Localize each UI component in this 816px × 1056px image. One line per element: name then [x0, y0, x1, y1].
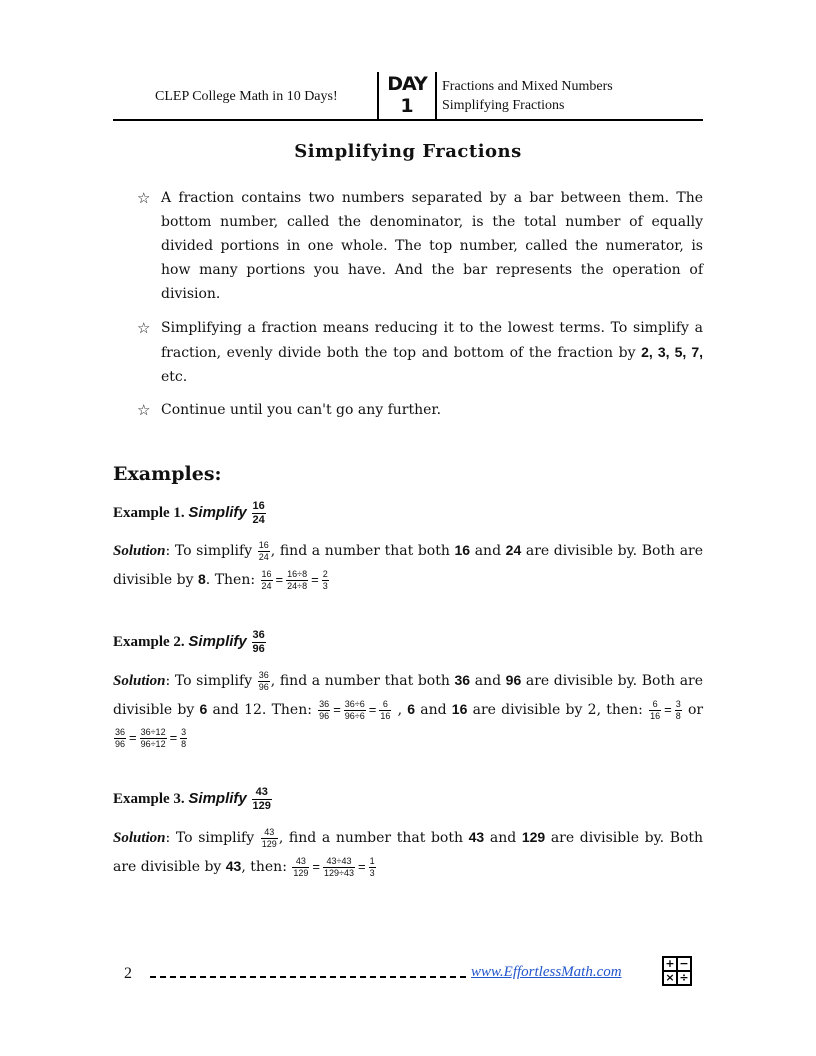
number: 129 — [521, 829, 546, 845]
fraction — [261, 827, 278, 850]
number: 36 — [454, 672, 471, 688]
denominator: 16 — [380, 710, 391, 721]
star-icon: ☆ — [137, 189, 151, 207]
denominator: 8 — [181, 738, 187, 749]
solution-label: Solution — [113, 543, 166, 559]
example-label: Example 3. — [113, 790, 185, 807]
example-label: Example 2. — [113, 633, 185, 650]
bullet-text: A fraction contains two numbers separated by a bar between them. The bottom number, called the denominator, is the total number of equally divided portions in one whole. The top number, called the numerator, is how many portions you have. And the bar represents the operation of division. — [161, 190, 703, 302]
number: 2 — [587, 702, 597, 718]
fraction — [258, 670, 270, 693]
day-label: DAY — [387, 73, 427, 95]
text: and — [212, 702, 239, 718]
denominator: 96 — [319, 710, 330, 721]
denominator: 16 — [650, 710, 661, 721]
example-2-heading — [113, 629, 267, 656]
numerator: 43 — [292, 856, 309, 868]
text: or — [687, 702, 704, 718]
text: To simplify — [175, 830, 255, 846]
text: are divisible by — [113, 543, 704, 588]
day-number: 1 — [400, 95, 414, 117]
example-1-solution: Solution: To simplify $\frac{16}{24}$ , find a number that both 16 and 24 are divisible by. Both are divisible by 8. Then: $\frac{16}{24}$ = $\frac{16\div 8}{24\div 8}$ = $\frac{2}{3}$ — [113, 539, 704, 591]
star-icon: ☆ — [137, 401, 151, 419]
fraction — [252, 786, 272, 813]
fraction — [318, 699, 330, 722]
text: To simplify — [174, 673, 253, 689]
text: find a number that both — [288, 830, 463, 846]
fraction — [252, 500, 266, 527]
text: and — [474, 543, 502, 559]
fraction — [379, 699, 391, 722]
numerator: 6 — [649, 699, 661, 711]
divisor-list: 2, 3, 5, 7, — [641, 344, 704, 360]
numerator: 3 — [675, 698, 681, 709]
text: are divisible by — [113, 859, 222, 875]
text: Both — [641, 673, 676, 689]
text: are divisible by. — [525, 673, 638, 689]
number: 24 — [505, 542, 522, 558]
page-number: 2 — [124, 965, 132, 982]
denominator: 129÷43 — [324, 867, 354, 878]
example-3-solution: Solution: To simplify $\frac{43}{129}$ , find a number that both 43 and 129 are divisible by. Both are divisible by 43, then: $\frac{43}{129}$ = $\frac{43\div 43}{129\div 43}$ = $\frac{1}{3}$ — [113, 826, 704, 878]
numerator: 43÷43 — [323, 856, 355, 868]
denominator: 24 — [258, 551, 269, 562]
number: 16 — [451, 701, 468, 717]
example-1-heading — [113, 500, 267, 527]
fraction — [261, 569, 273, 592]
denominator: 24 — [252, 514, 265, 526]
bullet-text: Simplifying a fraction means reducing it to the lowest terms. To simplify a fraction, evenly divide both the top and bottom of the fraction by — [161, 320, 703, 361]
header-topics — [442, 77, 613, 115]
examples-heading: Examples: — [113, 463, 222, 485]
text: then: — [606, 702, 643, 718]
header-rule — [113, 119, 703, 121]
fraction — [114, 727, 126, 750]
numerator: 36 — [115, 726, 126, 737]
simplify-word: Simplify — [188, 789, 247, 807]
numerator: 16 — [258, 539, 269, 550]
denominator: 96 — [115, 738, 126, 749]
fraction — [258, 540, 270, 563]
minus-icon: − — [679, 957, 689, 970]
numerator: 16 — [252, 500, 265, 512]
bullet-text: Continue until you can't go any further. — [161, 402, 442, 418]
divide-icon: ÷ — [679, 971, 689, 984]
text: To simplify — [174, 543, 253, 559]
number: 96 — [505, 672, 522, 688]
bullet-fraction-definition — [137, 186, 703, 306]
numerator: 3 — [181, 726, 187, 737]
text: and — [474, 673, 502, 689]
number: 12 — [244, 702, 262, 718]
example-label: Example 1. — [113, 504, 185, 521]
number: 43 — [225, 858, 242, 874]
star-icon: ☆ — [137, 319, 151, 337]
book-title: CLEP College Math in 10 Days! — [155, 89, 338, 104]
text: are divisible by — [472, 702, 583, 718]
numerator: 36÷6 — [344, 698, 365, 709]
fraction — [286, 569, 308, 592]
bullet-tail: etc. — [161, 369, 188, 385]
fraction — [180, 727, 187, 750]
numerator: 6 — [379, 699, 391, 711]
numerator: 36 — [258, 669, 269, 680]
text: find a number that both — [279, 673, 450, 689]
website-link[interactable]: www.EffortlessMath.com — [471, 964, 622, 980]
text: Then: — [214, 572, 256, 588]
denominator: 96 — [252, 643, 265, 655]
numerator: 43 — [261, 827, 278, 839]
text: then: — [250, 859, 287, 875]
denominator: 3 — [369, 867, 375, 878]
fraction — [292, 856, 309, 879]
numerator: 16 — [261, 568, 272, 579]
footer-dotted-rule — [150, 976, 466, 978]
text: are divisible by. — [550, 830, 665, 846]
times-icon: × — [665, 971, 675, 984]
example-3-heading — [113, 786, 273, 813]
number: 16 — [454, 542, 471, 558]
denominator: 3 — [322, 580, 328, 591]
denominator: 8 — [675, 710, 681, 721]
fraction — [140, 727, 167, 750]
denominator: 24 — [261, 580, 272, 591]
fraction — [675, 699, 682, 722]
number: 6 — [199, 701, 208, 717]
calculator-logo-icon — [662, 956, 692, 986]
plus-icon: + — [665, 957, 675, 970]
page-title: Simplifying Fractions — [294, 141, 522, 162]
numerator: 36 — [252, 629, 265, 641]
text: Then: — [271, 702, 312, 718]
bullet-simplifying — [137, 316, 704, 389]
denominator: 129 — [252, 800, 271, 812]
solution-label: Solution — [113, 673, 166, 689]
fraction — [323, 856, 355, 879]
numerator: 1 — [369, 855, 375, 866]
numerator: 2 — [322, 568, 328, 579]
text: are divisible by. — [525, 543, 638, 559]
denominator: 129 — [293, 867, 309, 878]
numerator: 36÷12 — [140, 726, 166, 737]
topic-line-2: Simplifying Fractions — [442, 98, 565, 113]
text: Both — [669, 830, 704, 846]
denominator: 96 — [258, 681, 269, 692]
numerator: 43 — [252, 786, 272, 800]
text: Both — [641, 543, 676, 559]
topic-line-1: Fractions and Mixed Numbers — [442, 79, 613, 94]
number: 8 — [198, 571, 206, 587]
fraction — [322, 569, 329, 592]
text: are divisible by — [113, 673, 704, 718]
fraction — [649, 699, 661, 722]
text: and — [420, 702, 447, 718]
denominator: 24÷8 — [287, 580, 308, 591]
fraction — [344, 699, 366, 722]
example-2-solution: Solution: To simplify $\frac{36}{96}$ , find a number that both 36 and 96 are divisible by. Both are divisible by 6 and 12. Then: $\frac{36}{96}$ = $\frac{36\div 6}{96\div 6}$ = $\frac{6}{16}$ , 6 and 16 are divisible by 2, then: $\frac{6}{16}$ = $\frac{3}{8}$ or $\frac{36}{96}$ = $\frac{36\div 12}{96\div 12}$ = $\frac{3}{8}$ — [113, 669, 704, 749]
fraction — [369, 856, 376, 879]
number: 6 — [407, 701, 416, 717]
numerator: 36 — [319, 698, 330, 709]
denominator: 96÷12 — [140, 738, 166, 749]
denominator: 129 — [261, 838, 277, 849]
denominator: 96÷6 — [344, 710, 365, 721]
bullet-continue — [137, 398, 703, 422]
number: 43 — [468, 829, 485, 845]
text: and — [489, 830, 517, 846]
day-badge — [377, 72, 437, 120]
simplify-word: Simplify — [188, 503, 247, 521]
fraction — [252, 629, 266, 656]
simplify-word: Simplify — [188, 632, 247, 650]
solution-label: Solution — [113, 830, 166, 846]
numerator: 16÷8 — [287, 568, 308, 579]
text: find a number that both — [279, 543, 450, 559]
